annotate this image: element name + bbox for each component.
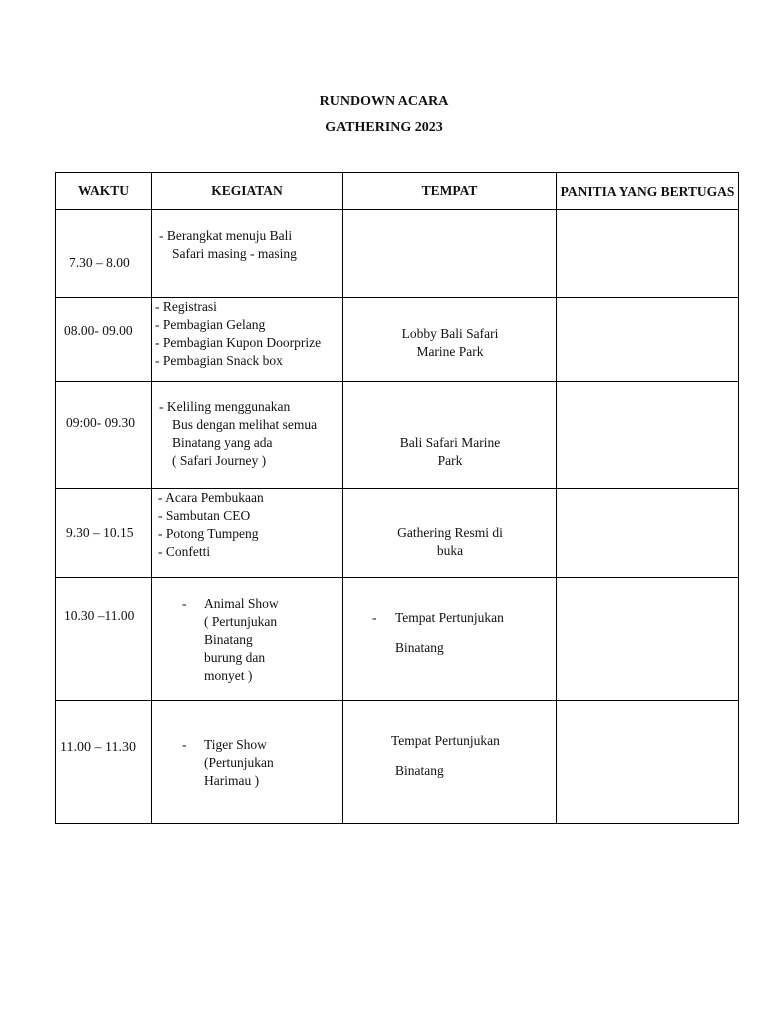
panitia-cell	[557, 578, 739, 701]
tempat-line: Binatang	[395, 763, 444, 778]
table-row	[56, 210, 739, 298]
document-subtitle: GATHERING 2023	[325, 120, 443, 135]
kegiatan-line: monyet )	[204, 668, 253, 683]
header-kegiatan: KEGIATAN	[152, 173, 343, 210]
kegiatan-line: ( Safari Journey )	[172, 453, 267, 468]
waktu-cell	[56, 382, 152, 489]
kegiatan-cell	[152, 489, 343, 578]
panitia-cell	[557, 298, 739, 382]
tempat-cell	[343, 489, 557, 578]
kegiatan-line: Animal Show	[204, 596, 279, 611]
waktu-cell	[56, 298, 152, 382]
kegiatan-cell	[152, 298, 343, 382]
panitia-cell	[557, 382, 739, 489]
header-panitia: PANITIA YANG BERTUGAS	[557, 173, 739, 210]
panitia-cell	[557, 701, 739, 824]
table-row	[56, 701, 739, 824]
kegiatan-line: - Pembagian Kupon Doorprize	[155, 335, 322, 350]
kegiatan-line: ( Pertunjukan	[204, 614, 278, 629]
panitia-cell	[557, 210, 739, 298]
table-row	[56, 578, 739, 701]
kegiatan-line: - Potong Tumpeng	[158, 526, 259, 541]
kegiatan-line: - Pembagian Snack box	[155, 353, 283, 368]
table-row	[56, 489, 739, 578]
table-row	[56, 298, 739, 382]
kegiatan-line: - Sambutan CEO	[158, 508, 251, 523]
table-row	[56, 382, 739, 489]
waktu-cell	[56, 210, 152, 298]
kegiatan-line: - Keliling menggunakan	[159, 399, 291, 414]
tempat-cell	[343, 210, 557, 298]
tempat-line: Lobby Bali Safari	[401, 326, 499, 341]
tempat-cell	[343, 382, 557, 489]
rundown-table	[55, 172, 739, 824]
kegiatan-line: Bus dengan melihat semua	[172, 417, 318, 432]
kegiatan-cell	[152, 701, 343, 824]
waktu-text: 11.00 – 11.30	[60, 740, 136, 755]
kegiatan-cell	[152, 578, 343, 701]
tempat-cell	[343, 298, 557, 382]
header-waktu: WAKTU	[56, 173, 152, 210]
waktu-text: 7.30 – 8.00	[69, 255, 130, 270]
kegiatan-cell	[152, 210, 343, 298]
kegiatan-line: Tiger Show	[204, 737, 267, 752]
table-header-row	[56, 173, 739, 210]
tempat-line: Tempat Pertunjukan	[395, 610, 504, 625]
tempat-line: Binatang	[395, 640, 444, 655]
tempat-line: Marine Park	[416, 344, 484, 359]
waktu-cell	[56, 578, 152, 701]
kegiatan-line: - Berangkat menuju Bali	[159, 228, 293, 243]
waktu-text: 9.30 – 10.15	[66, 525, 134, 540]
kegiatan-line: - Pembagian Gelang	[155, 317, 266, 332]
panitia-cell	[557, 489, 739, 578]
kegiatan-line: - Registrasi	[155, 299, 217, 314]
tempat-line: Park	[437, 453, 463, 468]
kegiatan-cell	[152, 382, 343, 489]
waktu-cell	[56, 489, 152, 578]
waktu-text: 09:00- 09.30	[66, 415, 135, 430]
kegiatan-line: burung dan	[204, 650, 266, 665]
waktu-text: 08.00- 09.00	[64, 323, 133, 338]
kegiatan-line: - Confetti	[158, 544, 211, 559]
kegiatan-line: Binatang	[204, 632, 253, 647]
bullet-dash: -	[182, 737, 187, 752]
tempat-line: buka	[436, 543, 464, 558]
tempat-cell	[343, 578, 557, 701]
header-tempat: TEMPAT	[343, 173, 557, 210]
kegiatan-line: Binatang yang ada	[172, 435, 273, 450]
kegiatan-line: Harimau )	[204, 773, 260, 788]
waktu-text: 10.30 –11.00	[64, 608, 135, 623]
tempat-line: Tempat Pertunjukan	[391, 733, 500, 748]
bullet-dash: -	[182, 596, 187, 611]
document-title: RUNDOWN ACARA	[319, 94, 449, 109]
bullet-dash: -	[372, 610, 377, 625]
tempat-line: Gathering Resmi di	[397, 525, 503, 540]
waktu-cell	[56, 701, 152, 824]
tempat-line: Bali Safari Marine	[399, 435, 501, 450]
tempat-cell	[343, 701, 557, 824]
kegiatan-line: Safari masing - masing	[172, 246, 297, 261]
kegiatan-line: (Pertunjukan	[204, 755, 274, 770]
kegiatan-line: - Acara Pembukaan	[158, 490, 264, 505]
